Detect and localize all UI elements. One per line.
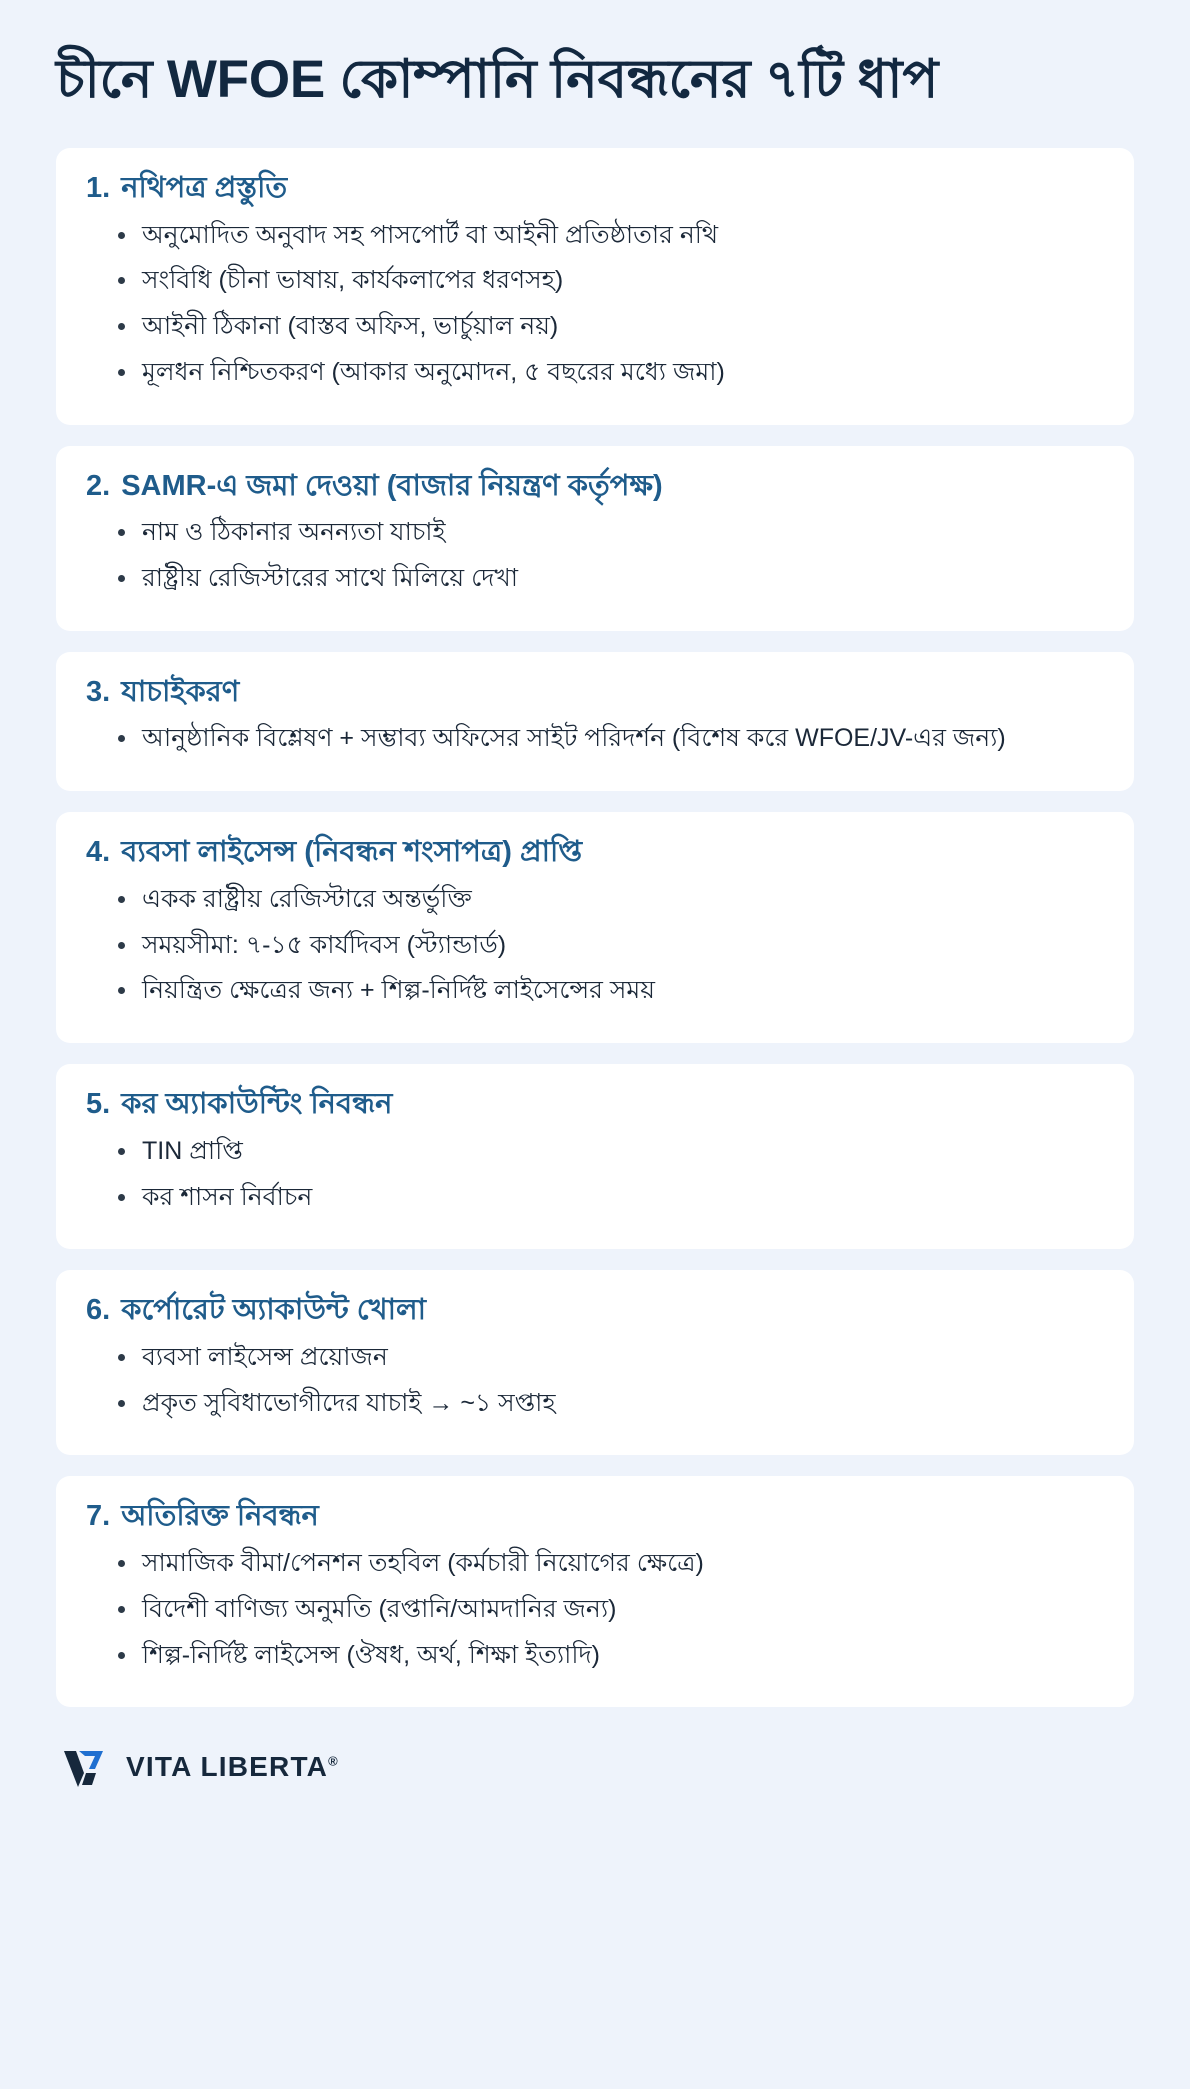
list-item: একক রাষ্ট্রীয় রেজিস্টারে অন্তর্ভুক্তি	[140, 880, 1104, 919]
brand-name	[126, 1751, 339, 1783]
step-number: 7.	[86, 1500, 111, 1533]
step-bullets	[86, 1544, 1104, 1674]
list-item: সংবিধি (চীনা ভাষায়, কার্যকলাপের ধরণসহ)	[140, 261, 1104, 300]
step-bullets	[86, 880, 1104, 1010]
list-item: আইনী ঠিকানা (বাস্তব অফিস, ভার্চুয়াল নয়)	[140, 307, 1104, 346]
step-heading	[86, 1498, 1104, 1536]
list-item: আনুষ্ঠানিক বিশ্লেষণ + সম্ভাব্য অফিসের সাইট পরিদর্শন (বিশেষ করে WFOE/JV-এর জন্য)	[140, 719, 1104, 758]
list-item: বিদেশী বাণিজ্য অনুমতি (রপ্তানি/আমদানির জন্য)	[140, 1590, 1104, 1629]
step-card	[56, 148, 1134, 425]
step-title: কর অ্যাকাউন্টিং নিবন্ধন	[121, 1088, 393, 1121]
step-heading	[86, 170, 1104, 208]
step-number: 5.	[86, 1088, 111, 1121]
list-item: TIN প্রাপ্তি	[140, 1132, 1104, 1171]
footer-branding	[56, 1747, 1134, 1787]
step-card	[56, 1476, 1134, 1707]
list-item: প্রকৃত সুবিধাভোগীদের যাচাই → ~১ সপ্তাহ	[140, 1384, 1104, 1423]
list-item: মূলধন নিশ্চিতকরণ (আকার অনুমোদন, ৫ বছরের মধ্যে জমা)	[140, 353, 1104, 392]
step-heading	[86, 674, 1104, 712]
step-heading	[86, 468, 1104, 506]
list-item: শিল্প-নির্দিষ্ট লাইসেন্স (ঔষধ, অর্থ, শিক্ষা ইত্যাদি)	[140, 1636, 1104, 1675]
registered-trademark-icon: ®	[328, 1754, 339, 1770]
step-number: 1.	[86, 171, 111, 204]
step-number: 2.	[86, 469, 111, 502]
step-card	[56, 812, 1134, 1043]
list-item: অনুমোদিত অনুবাদ সহ পাসপোর্ট বা আইনী প্রতিষ্ঠাতার নথি	[140, 216, 1104, 255]
step-card	[56, 446, 1134, 631]
step-bullets	[86, 719, 1104, 758]
step-number: 3.	[86, 675, 111, 708]
step-title: নথিপত্র প্রস্তুতি	[121, 171, 288, 204]
step-bullets	[86, 216, 1104, 392]
step-bullets	[86, 1338, 1104, 1423]
list-item: কর শাসন নির্বাচন	[140, 1178, 1104, 1217]
step-title: SAMR-এ জমা দেওয়া (বাজার নিয়ন্ত্রণ কর্তৃপক্ষ)	[121, 469, 663, 502]
list-item: ব্যবসা লাইসেন্স প্রয়োজন	[140, 1338, 1104, 1377]
step-heading	[86, 1086, 1104, 1124]
steps-list	[56, 148, 1134, 1708]
step-heading	[86, 834, 1104, 872]
step-card	[56, 1064, 1134, 1249]
step-card	[56, 1270, 1134, 1455]
step-title: ব্যবসা লাইসেন্স (নিবন্ধন শংসাপত্র) প্রাপ্তি	[121, 836, 583, 869]
list-item: সময়সীমা: ৭-১৫ কার্যদিবস (স্ট্যান্ডার্ড)	[140, 926, 1104, 965]
list-item: রাষ্ট্রীয় রেজিস্টারের সাথে মিলিয়ে দেখা	[140, 559, 1104, 598]
vita-liberta-logo-icon	[62, 1747, 112, 1787]
list-item: সামাজিক বীমা/পেনশন তহবিল (কর্মচারী নিয়োগের ক্ষেত্রে)	[140, 1544, 1104, 1583]
step-card	[56, 652, 1134, 791]
step-title: অতিরিক্ত নিবন্ধন	[121, 1500, 319, 1533]
page-title: চীনে WFOE কোম্পানি নিবন্ধনের ৭টি ধাপ	[56, 50, 939, 109]
step-bullets	[86, 1132, 1104, 1217]
brand-name-text: VITA LIBERTA	[126, 1751, 329, 1783]
step-heading	[86, 1292, 1104, 1330]
step-number: 6.	[86, 1294, 111, 1327]
step-bullets	[86, 513, 1104, 598]
list-item: নিয়ন্ত্রিত ক্ষেত্রের জন্য + শিল্প-নির্দিষ্ট লাইসেন্সের সময়	[140, 971, 1104, 1010]
step-number: 4.	[86, 836, 111, 869]
step-title: যাচাইকরণ	[121, 675, 240, 708]
list-item: নাম ও ঠিকানার অনন্যতা যাচাই	[140, 513, 1104, 552]
step-title: কর্পোরেট অ্যাকাউন্ট খোলা	[121, 1294, 427, 1327]
